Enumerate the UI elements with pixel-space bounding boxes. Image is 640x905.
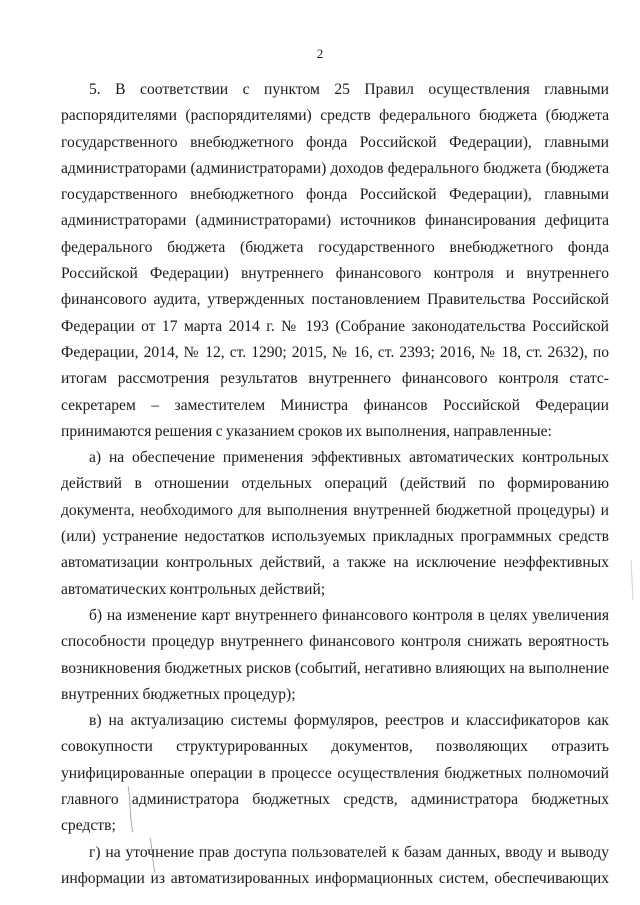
document-body — [61, 77, 609, 892]
paragraph-g: г) на уточнение прав доступа пользователей к базам данных, вводу и выводу информации из автоматизированных информационных систем, обеспечивающих — [61, 843, 609, 887]
page-number: 2 — [316, 46, 324, 61]
edge-shadow-mark — [631, 560, 633, 600]
paragraph-v: в) на актуализацию системы формуляров, реестров и классификаторов как совокупности структурированных документов, позволяющих отразить унифицированные операции в процессе осуществления бюджетных полномочий главного администратора бюджетных средств, администратора бюджетных средств; — [61, 712, 609, 835]
paragraph-a: а) на обеспечение применения эффективных автоматических контрольных действий в отношении отдельных операций (действий по формированию документа, необходимого для выполнения внутренней бюджетной процедуры) и (или) устранение недостатков используемых прикладных программных средств автоматизации контрольных действий, а также на исключение неэффективных автоматических контрольных действий; — [61, 449, 609, 598]
paragraph-b: б) на изменение карт внутреннего финансового контроля в целях увеличения способности процедур внутреннего финансового контроля снижать вероятность возникновения бюджетных рисков (событий, негативно влияющих на выполнение внутренних бюджетных процедур); — [61, 606, 609, 703]
paragraph-5: 5. В соответствии с пунктом 25 Правил осуществления главными распорядителями (распорядителями) средств федерального бюджета (бюджета государственного внебюджетного фонда Российской Федерации), главными администраторами (администраторами) доходов федерального бюджета (бюджета государственного внебюджетного фонда Российской Федерации), главными администраторами (администраторами) источников финансирования дефицита федерального бюджета (бюджета государственного внебюджетного фонда Российской Федерации) внутреннего финансового контроля и внутреннего финансового аудита, утвержденных постановлением Правительства Российской Федерации от 17 марта 2014 г. № 193 (Собрание законодательства Российской Федерации, 2014, № 12, ст. 1290; 2015, № 16, ст. 2393; 2016, № 18, ст. 2632), по итогам рассмотрения результатов внутреннего финансового контроля статс-секретарем – заместителем Министра финансов Российской Федерации принимаются решения с указанием сроков их выполнения, направленные: — [61, 81, 609, 440]
